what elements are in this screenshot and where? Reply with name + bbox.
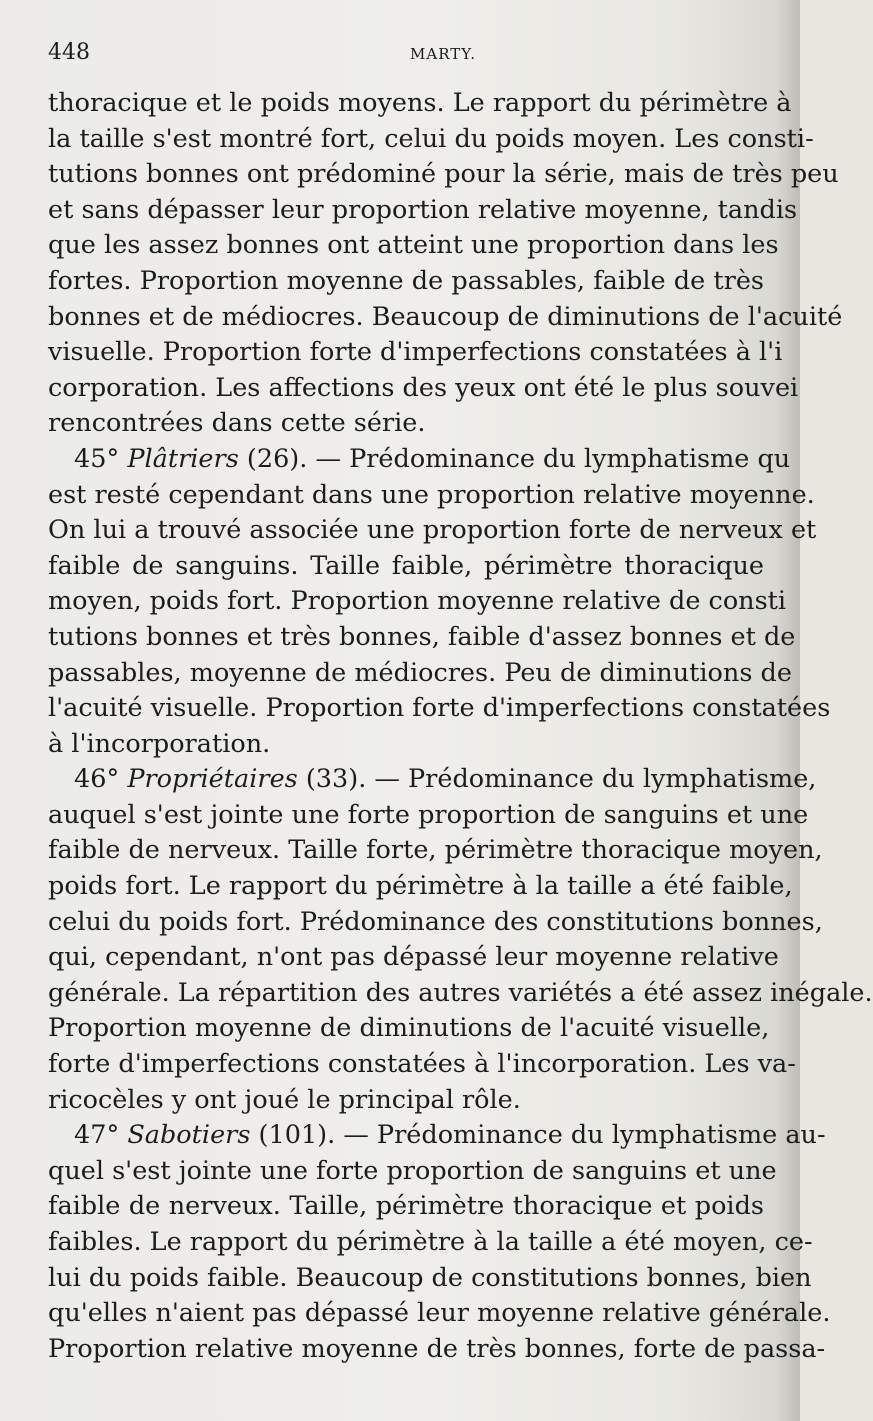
text-line [48,620,796,656]
line-text: quel s'est jointe une forte proportion de sanguins et une [48,1155,777,1186]
line-text: qui, cependant, n'ont pas dépassé leur moyenne relative [48,942,779,973]
line-text: (26). — Prédominance du lymphatisme qu [238,443,791,474]
text-line [48,976,873,1012]
text-line [48,86,792,122]
line-text: (101). — Prédominance du lymphatisme au- [250,1120,826,1151]
line-text: Proportion relative moyenne de très bonnes, forte de passa- [48,1333,826,1364]
line-text: visuelle. Proportion forte d'imperfections constatées à l'i [48,337,783,368]
text-line [48,478,815,514]
section-heading: Plâtriers [127,443,239,474]
line-text: moyen, poids fort. Proportion moyenne relative de consti [48,586,787,617]
line-text: est resté cependant dans une proportion relative moyenne. [48,479,815,510]
line-text: thoracique et le poids moyens. Le rapport du périmètre à [48,88,792,118]
line-text: ricocèles y ont joué le principal rôle. [48,1084,521,1115]
text-line [48,406,764,442]
text-line [48,727,764,763]
line-text: et sans dépasser leur proportion relative moyenne, tandis [48,194,798,225]
text-line [48,1011,770,1047]
line-text: On lui a trouvé associée une proportion forte de nerveux et [48,515,817,546]
text-line [48,656,792,692]
line-text: passables, moyenne de médiocres. Peu de diminutions de [48,657,792,688]
text-line [48,1189,764,1225]
line-text: celui du poids fort. Prédominance des constitutions bonnes, [48,906,823,937]
text-line [48,1047,796,1083]
line-text: générale. La répartition des autres variétés a été assez inégale. [48,977,873,1008]
line-text: bonnes et de médiocres. Beaucoup de diminutions de l'acuité [48,301,843,332]
text-line [48,513,817,549]
line-text: à l'incorporation. [48,728,271,759]
text-line [48,1332,826,1368]
line-text: Proportion moyenne de diminutions de l'acuité visuelle, [48,1013,770,1044]
line-text: qu'elles n'aient pas dépassé leur moyenne relative générale. [48,1298,831,1329]
text-line [48,905,823,941]
text-line [48,335,783,371]
section-number: 46° [74,764,128,795]
text-line [48,584,787,620]
section-heading: Propriétaires [127,764,298,795]
line-text: la taille s'est montré fort, celui du poids moyen. Les consti- [48,123,814,154]
line-text: forte d'imperfections constatées à l'incorporation. Les va- [48,1049,796,1080]
text-line [48,549,764,585]
text-line [48,193,798,229]
section-number: 47° [74,1120,128,1151]
text-line [48,264,764,300]
line-text: tutions bonnes ont prédominé pour la série, mais de très peu [48,159,839,190]
text-line [48,940,779,976]
body-text [48,86,873,1367]
page-header [48,40,764,80]
line-text: poids fort. Le rapport du périmètre à la taille a été faible, [48,871,793,902]
text-line [48,869,793,905]
section-number: 45° [74,443,128,474]
text-line [48,228,779,264]
line-text: corporation. Les affections des yeux ont été le plus souvei [48,372,799,403]
line-text: faibles. Le rapport du périmètre à la taille a été moyen, ce- [48,1227,813,1257]
text-line [48,1083,764,1119]
line-text: rencontrées dans cette série. [48,408,426,439]
line-text: fortes. Proportion moyenne de passables, faible de très [48,265,764,296]
line-text: faible de nerveux. Taille forte, périmètre thoracique moyen, [48,835,823,866]
line-text: lui du poids faible. Beaucoup de constitutions bonnes, bien [48,1262,812,1293]
text-line [48,833,823,869]
line-text: faible de nerveux. Taille, périmètre thoracique et poids [48,1191,764,1222]
text-line [48,1296,831,1332]
running-title: MARTY. [410,45,476,63]
line-text: tutions bonnes et très bonnes, faible d'assez bonnes et de [48,621,796,652]
text-line [48,157,839,193]
text-line [48,691,831,727]
text-line [48,1118,826,1154]
text-line [48,762,817,798]
text-line [48,798,809,834]
text-line [48,300,843,336]
text-line [48,1261,812,1297]
page-number: 448 [48,40,90,65]
text-line [48,122,814,158]
line-text: que les assez bonnes ont atteint une proportion dans les [48,230,779,261]
section-heading: Sabotiers [127,1120,251,1151]
line-text: l'acuité visuelle. Proportion forte d'imperfections constatées [48,693,831,724]
line-text: faible de sanguins. Taille faible, périmètre thoracique [48,550,764,581]
line-text: (33). — Prédominance du lymphatisme, [297,764,817,795]
text-line [48,442,791,478]
text-line [48,1154,777,1190]
line-text: auquel s'est jointe une forte proportion de sanguins et une [48,799,809,830]
text-line [48,371,799,407]
text-line [48,1225,813,1261]
